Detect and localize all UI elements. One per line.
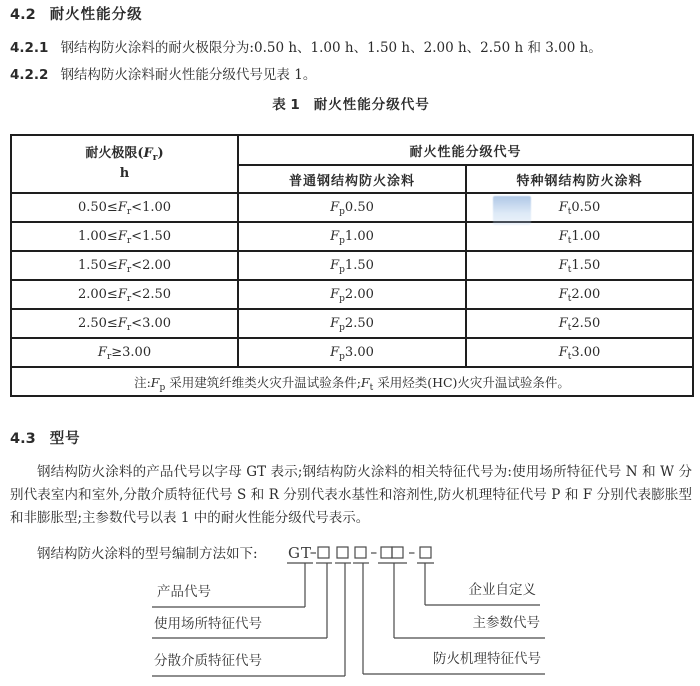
paragraph-4-2-2 bbox=[10, 66, 692, 84]
table-caption bbox=[10, 97, 692, 114]
section-heading-4-3 bbox=[10, 430, 692, 448]
special-code-cell: $F_t2.00$ bbox=[466, 280, 693, 309]
label-medium-code: 分散介质特征代号 bbox=[154, 653, 262, 669]
special-code-cell: $F_t1.50$ bbox=[466, 251, 693, 280]
label-mechanism-code: 防火机理特征代号 bbox=[433, 651, 541, 667]
model-code-diagram bbox=[0, 534, 700, 686]
classification-table bbox=[10, 134, 694, 397]
table-caption-label: 表 1 bbox=[272, 97, 300, 113]
table-caption-title: 耐火性能分级代号 bbox=[313, 97, 430, 113]
fire-limit-cell: $1.50\le F_r<2.00$ bbox=[11, 251, 238, 280]
label-place-code: 使用场所特征代号 bbox=[154, 616, 262, 632]
section-number: 4.3 bbox=[10, 431, 36, 447]
special-code-cell: $F_t0.50$ bbox=[466, 193, 693, 222]
label-product-code: 产品代号 bbox=[157, 584, 211, 600]
fire-limit-cell: $F_r\ge 3.00$ bbox=[11, 338, 238, 367]
fire-limit-unit: h bbox=[119, 166, 130, 181]
table-note-row bbox=[11, 367, 693, 396]
fire-limit-header bbox=[11, 135, 238, 193]
code-prefix-text: GT bbox=[288, 544, 312, 562]
label-enterprise-code: 企业自定义 bbox=[468, 582, 536, 598]
table-header-row-1 bbox=[11, 135, 693, 165]
ordinary-coating-header: 普通钢结构防火涂料 bbox=[238, 165, 466, 193]
code-box bbox=[355, 547, 366, 558]
clause-text: 钢结构防火涂料耐火性能分级代号见表 1。 bbox=[60, 67, 317, 83]
table-row bbox=[11, 222, 693, 251]
special-code-cell: $F_t1.00$ bbox=[466, 222, 693, 251]
special-coating-header: 特种钢结构防火涂料 bbox=[466, 165, 693, 193]
table-row bbox=[11, 309, 693, 338]
ordinary-code-cell: $F_p1.00$ bbox=[238, 222, 466, 251]
table-body bbox=[11, 193, 693, 367]
code-box bbox=[420, 547, 431, 558]
special-code-cell: $F_t2.50$ bbox=[466, 309, 693, 338]
special-code-cell: $F_t3.00$ bbox=[466, 338, 693, 367]
ordinary-code-cell: $F_p2.00$ bbox=[238, 280, 466, 309]
section-title: 耐火性能分级 bbox=[49, 7, 143, 23]
clause-number: 4.2.1 bbox=[10, 40, 49, 56]
ordinary-code-cell: $F_p2.50$ bbox=[238, 309, 466, 338]
section-heading-4-2 bbox=[10, 6, 692, 24]
clause-number: 4.2.2 bbox=[10, 67, 49, 83]
label-param-code: 主参数代号 bbox=[472, 615, 540, 631]
code-box bbox=[392, 547, 403, 558]
classification-code-header: 耐火性能分级代号 bbox=[238, 135, 693, 165]
paragraph-4-2-1 bbox=[10, 39, 692, 57]
section-number: 4.2 bbox=[10, 7, 36, 23]
ordinary-code-cell: $F_p0.50$ bbox=[238, 193, 466, 222]
paragraph-4-3: 钢结构防火涂料的产品代号以字母 GT 表示;钢结构防火涂料的相关特征代号为:使用场所特征代号 N 和 W 分别代表室内和室外,分散介质特征代号 S 和 R 分别代表水基性和溶剂性,防火机理特征代号 P 和 F 分别代表膨胀型和非膨胀型;主参数代号以表 1 中的耐火性能分级代号表示。 bbox=[10, 464, 692, 526]
table-row bbox=[11, 280, 693, 309]
code-box bbox=[381, 547, 392, 558]
section-title: 型号 bbox=[49, 431, 81, 447]
fire-limit-cell: $0.50\le F_r<1.00$ bbox=[11, 193, 238, 222]
clause-text: 钢结构防火涂料的耐火极限分为:0.50 h、1.00 h、1.50 h、2.00 h、2.50 h 和 3.00 h。 bbox=[60, 40, 602, 56]
fire-limit-header-line1: 耐火极限$(F_r)$ bbox=[85, 146, 164, 163]
table-row bbox=[11, 251, 693, 280]
ordinary-code-cell: $F_p1.50$ bbox=[238, 251, 466, 280]
table-row bbox=[11, 193, 693, 222]
code-box bbox=[318, 547, 329, 558]
table-row bbox=[11, 338, 693, 367]
fire-limit-cell: $1.00\le F_r<1.50$ bbox=[11, 222, 238, 251]
watermark-artifact bbox=[493, 196, 531, 225]
paragraph-4-3-intro: 钢结构防火涂料的型号编制方法如下: bbox=[37, 546, 258, 562]
code-box bbox=[337, 547, 348, 558]
ordinary-code-cell: $F_p3.00$ bbox=[238, 338, 466, 367]
fire-limit-cell: $2.50\le F_r<3.00$ bbox=[11, 309, 238, 338]
table-note: 注$:F_p$ 采用建筑纤维类火灾升温试验条件$;F_t$ 采用烃类(HC)火灾升温试验条件。 bbox=[11, 367, 693, 396]
fire-limit-cell: $2.00\le F_r<2.50$ bbox=[11, 280, 238, 309]
